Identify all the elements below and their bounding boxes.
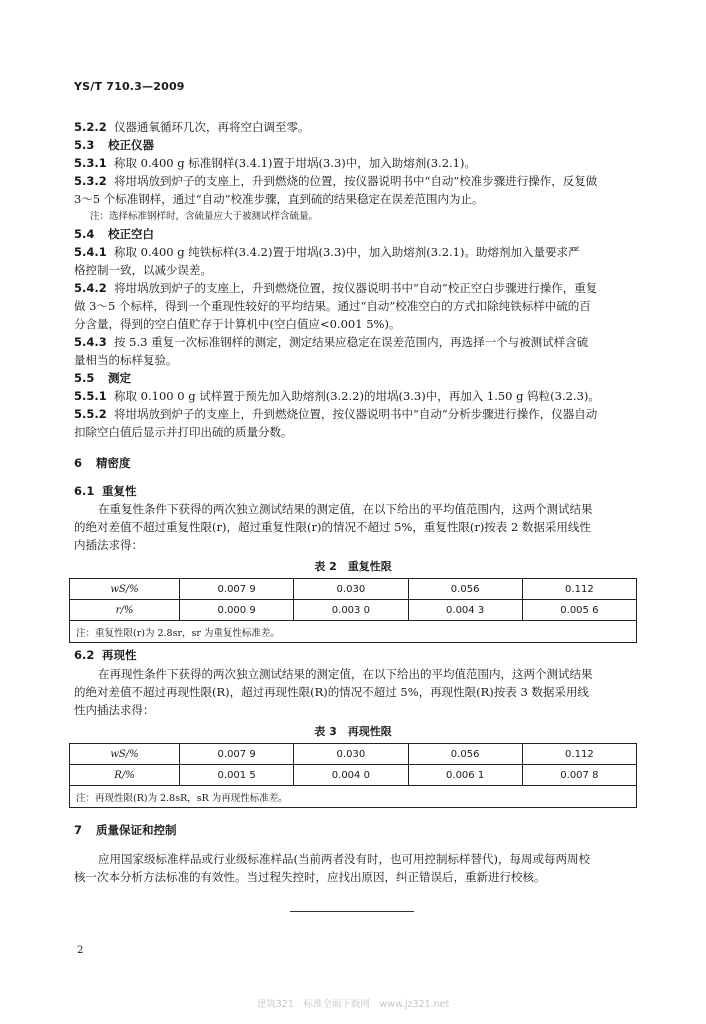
heading-number: 6 — [74, 456, 83, 470]
section-7-heading — [74, 823, 177, 837]
table-row — [70, 579, 637, 600]
watermark: 建筑321 标准全面下载网 www.jz321.net — [256, 999, 450, 1010]
table-row — [70, 600, 637, 621]
note-5-3-2: 注：选择标准钢样时，含硫量应大于被测试样含硫量。 — [90, 211, 319, 222]
table2-repeatability — [69, 578, 637, 643]
clause-text: 将坩埚放到炉子的支座上，升到燃烧的位置，按仪器说明书中“自动”校准步骤进行操作，反复做 — [114, 174, 598, 188]
table-cell: 0.007 9 — [180, 744, 294, 765]
row-header: wS/% — [70, 744, 180, 765]
heading-text: 校正空白 — [108, 227, 154, 241]
table-cell: 0.112 — [522, 579, 636, 600]
clause-text: 称取 0.400 g 标准钢样(3.4.1)置于坩埚(3.3)中，加入助熔剂(3.2.1)。 — [114, 156, 476, 170]
heading-text: 再现性 — [102, 648, 137, 662]
clause-number: 5.5.2 — [74, 407, 107, 421]
para-6-1: 在重复性条件下获得的两次独立测试结果的测定值，在以下给出的平均值范围内，这两个测试结果 — [98, 502, 593, 516]
clause-5-2-2 — [74, 120, 310, 134]
clause-5-4-3-cont: 量相当的标样复验。 — [74, 353, 178, 367]
table-cell: 0.006 1 — [408, 765, 522, 786]
para-6-1-cont: 的绝对差值不超过重复性限(r)，超过重复性限(r)的情况不超过 5%，重复性限(r)按表 2 数据采用线性 — [74, 520, 591, 534]
clause-5-4-2-cont: 做 3～5 个标样，得到一个重现性较好的平均结果。通过“自动”校准空白的方式扣除纯铁标样中硫的百 — [74, 299, 591, 313]
table-row — [70, 744, 637, 765]
table-cell: 0.030 — [294, 744, 408, 765]
clause-5-3-1 — [74, 156, 476, 170]
clause-number: 5.3.1 — [74, 156, 107, 170]
heading-text: 测定 — [108, 371, 131, 385]
clause-5-4-1 — [74, 245, 579, 259]
row-header: R/% — [70, 765, 180, 786]
clause-text: 将坩埚放到炉子的支座上，升到燃烧位置，按仪器说明书中“自动”校正空白步骤进行操作，重复 — [114, 281, 598, 295]
row-header: wS/% — [70, 579, 180, 600]
clause-5-4-3 — [74, 335, 588, 349]
clause-number: 5.4.1 — [74, 245, 107, 259]
table-cell: 0.003 0 — [294, 600, 408, 621]
clause-number: 5.4.2 — [74, 281, 107, 295]
heading-6-1 — [74, 484, 137, 498]
table2-caption: 表 2 重复性限 — [314, 560, 392, 573]
end-rule — [290, 911, 414, 912]
table-cell: 0.005 6 — [522, 600, 636, 621]
table3-reproducibility — [69, 743, 637, 808]
table-cell: 0.112 — [522, 744, 636, 765]
table3-note: 注：再现性限(R)为 2.8sR，sR 为再现性标准差。 — [70, 786, 637, 808]
table-cell: 0.030 — [294, 579, 408, 600]
table2-note: 注：重复性限(r)为 2.8sr，sr 为重复性标准差。 — [70, 621, 637, 643]
heading-5-4 — [74, 227, 154, 241]
clause-5-3-2-cont: 3～5 个标准钢样，通过“自动”校准步骤，直到硫的结果稳定在误差范围内为止。 — [74, 192, 484, 206]
table-cell: 0.004 3 — [408, 600, 522, 621]
clause-5-5-1 — [74, 389, 600, 403]
row-header: r/% — [70, 600, 180, 621]
table-note-row — [70, 621, 637, 643]
page-number: 2 — [77, 945, 84, 956]
para-7: 应用国家级标准样品或行业级标准样品(当前两者没有时，也可用控制标样替代)，每周或每两周校 — [98, 852, 590, 866]
table-cell: 0.000 9 — [180, 600, 294, 621]
heading-text: 重复性 — [102, 484, 137, 498]
table-cell: 0.004 0 — [294, 765, 408, 786]
heading-text: 精密度 — [96, 456, 131, 470]
para-6-2: 在再现性条件下获得的两次独立测试结果的测定值，在以下给出的平均值范围内，这两个测试结果 — [98, 667, 593, 681]
heading-number: 7 — [74, 823, 83, 837]
table-cell: 0.056 — [408, 744, 522, 765]
para-6-2-cont: 的绝对差值不超过再现性限(R)，超过再现性限(R)的情况不超过 5%，再现性限(R)按表 3 数据采用线 — [74, 685, 589, 699]
clause-5-4-2 — [74, 281, 597, 295]
heading-6-2 — [74, 648, 137, 662]
clause-5-5-2-cont: 扣除空白值后显示并打印出硫的质量分数。 — [74, 425, 293, 439]
clause-number: 5.2.2 — [74, 120, 107, 134]
clause-text: 按 5.3 重复一次标准钢样的测定，测定结果应稳定在误差范围内，再选择一个与被测试样含硫 — [114, 335, 589, 349]
table-cell: 0.007 9 — [180, 579, 294, 600]
standard-number: YS/T 710.3—2009 — [74, 80, 185, 93]
heading-number: 5.5 — [74, 371, 95, 385]
clause-number: 5.5.1 — [74, 389, 107, 403]
clause-number: 5.3.2 — [74, 174, 107, 188]
clause-text: 仪器通氧循环几次，再将空白调至零。 — [114, 120, 310, 134]
para-6-2-cont: 性内插法求得： — [74, 703, 155, 717]
clause-text: 称取 0.100 0 g 试样置于预先加入助熔剂(3.2.2)的坩埚(3.3)中，再加入 1.50 g 钨粒(3.2.3)。 — [114, 389, 600, 403]
table-cell: 0.007 8 — [522, 765, 636, 786]
heading-5-5 — [74, 371, 131, 385]
clause-5-5-2 — [74, 407, 597, 421]
heading-text: 校正仪器 — [108, 138, 154, 152]
clause-text: 称取 0.400 g 纯铁标样(3.4.2)置于坩埚(3.3)中，加入助熔剂(3.2.1)。助熔剂加入量要求严 — [114, 245, 580, 259]
heading-number: 6.2 — [74, 648, 95, 662]
table-row — [70, 765, 637, 786]
heading-number: 6.1 — [74, 484, 95, 498]
para-7-cont: 核一次本分析方法标准的有效性。当过程失控时，应找出原因，纠正错误后，重新进行校核。 — [74, 870, 546, 884]
section-6-heading — [74, 456, 131, 470]
heading-number: 5.3 — [74, 138, 95, 152]
table-cell: 0.001 5 — [180, 765, 294, 786]
heading-text: 质量保证和控制 — [96, 823, 177, 837]
table-cell: 0.056 — [408, 579, 522, 600]
clause-5-4-1-cont: 格控制一致，以减少误差。 — [74, 263, 212, 277]
heading-number: 5.4 — [74, 227, 95, 241]
clause-number: 5.4.3 — [74, 335, 107, 349]
clause-text: 将坩埚放到炉子的支座上，升到燃烧位置，按仪器说明书中“自动”分析步骤进行操作，仪器自动 — [114, 407, 598, 421]
para-6-1-cont: 内插法求得： — [74, 538, 143, 552]
heading-5-3 — [74, 138, 154, 152]
table-note-row — [70, 786, 637, 808]
table3-caption: 表 3 再现性限 — [314, 725, 392, 738]
clause-5-3-2 — [74, 174, 597, 188]
clause-5-4-2-cont: 分含量，得到的空白值贮存于计算机中(空白值应<0.001 5%)。 — [74, 317, 401, 331]
